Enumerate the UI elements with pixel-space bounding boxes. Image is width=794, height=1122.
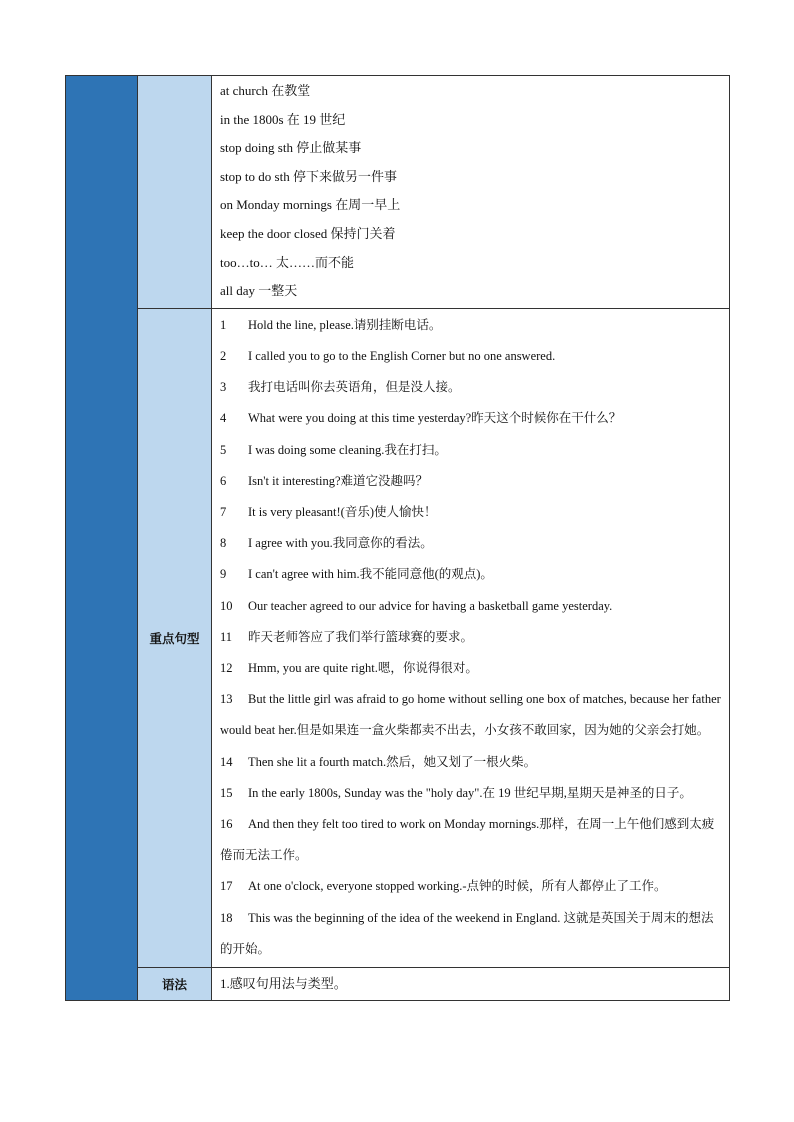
sentence-text: And then they felt too tired to work on Monday mornings.那样，在周一上午他们感到太疲倦而无法工作。 xyxy=(220,817,715,863)
grammar-text: 1.感叹句用法与类型。 xyxy=(220,976,347,992)
sentence-text: Hmm, you are quite right.嗯，你说得很对。 xyxy=(248,660,478,675)
phrase-item: in the 1800s 在 19 世纪 xyxy=(220,111,346,127)
sentence-text: Isn't it interesting?难道它没趣吗？ xyxy=(248,473,429,488)
sentence-item xyxy=(220,591,721,622)
sentence-item xyxy=(220,778,721,809)
sentence-item xyxy=(220,653,721,684)
sentence-number: 17 xyxy=(220,879,233,894)
sentence-item xyxy=(220,497,721,528)
sentence-item xyxy=(220,403,721,434)
sentence-text: I was doing some cleaning.我在打扫。 xyxy=(248,442,447,457)
phrases-cell xyxy=(212,76,730,309)
sentence-text: Then she lit a fourth match.然后，她又划了一根火柴。 xyxy=(248,754,537,769)
grammar-row xyxy=(66,968,730,1001)
sentence-text: At one o'clock, everyone stopped working.-点钟的时候，所有人都停止了工作。 xyxy=(248,879,667,894)
sentence-number: 9 xyxy=(220,567,227,582)
sentence-text: I agree with you.我同意你的看法。 xyxy=(248,536,433,551)
phrase-item: too…to… 太……而不能 xyxy=(220,254,354,270)
phrase-list xyxy=(212,76,729,308)
sentence-number: 7 xyxy=(220,504,227,519)
phrases-row xyxy=(66,76,730,309)
sentence-number: 3 xyxy=(220,380,227,395)
sentence-item xyxy=(220,528,721,559)
key-sentences-cell xyxy=(212,308,730,967)
key-sentences-row xyxy=(66,308,730,967)
sentence-item xyxy=(220,684,721,746)
sentence-number: 2 xyxy=(220,348,227,363)
sentence-number: 1 xyxy=(220,317,227,332)
sentence-text: In the early 1800s, Sunday was the "holy day".在 19 世纪早期,星期天是神圣的日子。 xyxy=(248,785,692,800)
grammar-cell xyxy=(212,968,730,1001)
sentence-list xyxy=(212,309,729,967)
sentence-item xyxy=(220,903,721,965)
sentence-number: 14 xyxy=(220,754,233,769)
blue-side-column xyxy=(66,76,138,1001)
sentence-number: 6 xyxy=(220,473,227,488)
phrase-item: all day 一整天 xyxy=(220,283,298,299)
sentence-number: 10 xyxy=(220,598,233,613)
sentence-item xyxy=(220,310,721,341)
lesson-table xyxy=(65,75,730,1001)
sentence-item xyxy=(220,559,721,590)
sentence-item xyxy=(220,466,721,497)
sentence-item xyxy=(220,809,721,871)
sentence-text: This was the beginning of the idea of the weekend in England. 这就是英国关于周末的想法的开始。 xyxy=(220,910,714,956)
sentence-item xyxy=(220,435,721,466)
sentence-text: 我打电话叫你去英语角，但是没人接。 xyxy=(248,380,461,395)
sentence-item xyxy=(220,341,721,372)
sentence-text: I called you to go to the English Corner but no one answered. xyxy=(248,348,556,363)
sentence-number: 13 xyxy=(220,692,233,707)
sentence-text: I can't agree with him.我不能同意他(的观点)。 xyxy=(248,567,493,582)
sentence-number: 5 xyxy=(220,442,227,457)
phrase-item: at church 在教堂 xyxy=(220,83,311,98)
sentence-text: Our teacher agreed to our advice for having a basketball game yesterday. xyxy=(248,598,613,613)
sentence-number: 4 xyxy=(220,411,227,426)
sentence-item xyxy=(220,871,721,902)
sentence-text: Hold the line, please.请别挂断电话。 xyxy=(248,317,442,332)
sentence-number: 15 xyxy=(220,785,233,800)
sentence-text: What were you doing at this time yesterday?昨天这个时候你在干什么？ xyxy=(248,411,622,426)
sentence-number: 12 xyxy=(220,660,233,675)
sentence-number: 8 xyxy=(220,536,227,551)
key-sentences-label: 重点句型 xyxy=(138,308,212,967)
phrases-label-cell xyxy=(138,76,212,309)
sentence-number: 18 xyxy=(220,910,233,925)
phrase-item: stop to do sth 停下来做另一件事 xyxy=(220,168,397,184)
sentence-number: 16 xyxy=(220,817,233,831)
phrase-item: stop doing sth 停止做某事 xyxy=(220,140,362,156)
phrase-item: keep the door closed 保持门关着 xyxy=(220,225,396,241)
sentence-text: It is very pleasant!(音乐)使人愉快！ xyxy=(248,504,437,519)
sentence-text: But the little girl was afraid to go home without selling one box of matches, because her father would beat her.但是如果连一盒火柴都卖不出去，小女孩不敢回家，因为她的父亲会打她。 xyxy=(220,692,721,738)
grammar-label: 语法 xyxy=(138,968,212,1001)
phrase-item: on Monday mornings 在周一早上 xyxy=(220,197,401,213)
sentence-item xyxy=(220,622,721,653)
sentence-number: 11 xyxy=(220,629,233,644)
sentence-item xyxy=(220,372,721,403)
sentence-item xyxy=(220,747,721,778)
sentence-text: 昨天老师答应了我们举行篮球赛的要求。 xyxy=(248,629,474,644)
